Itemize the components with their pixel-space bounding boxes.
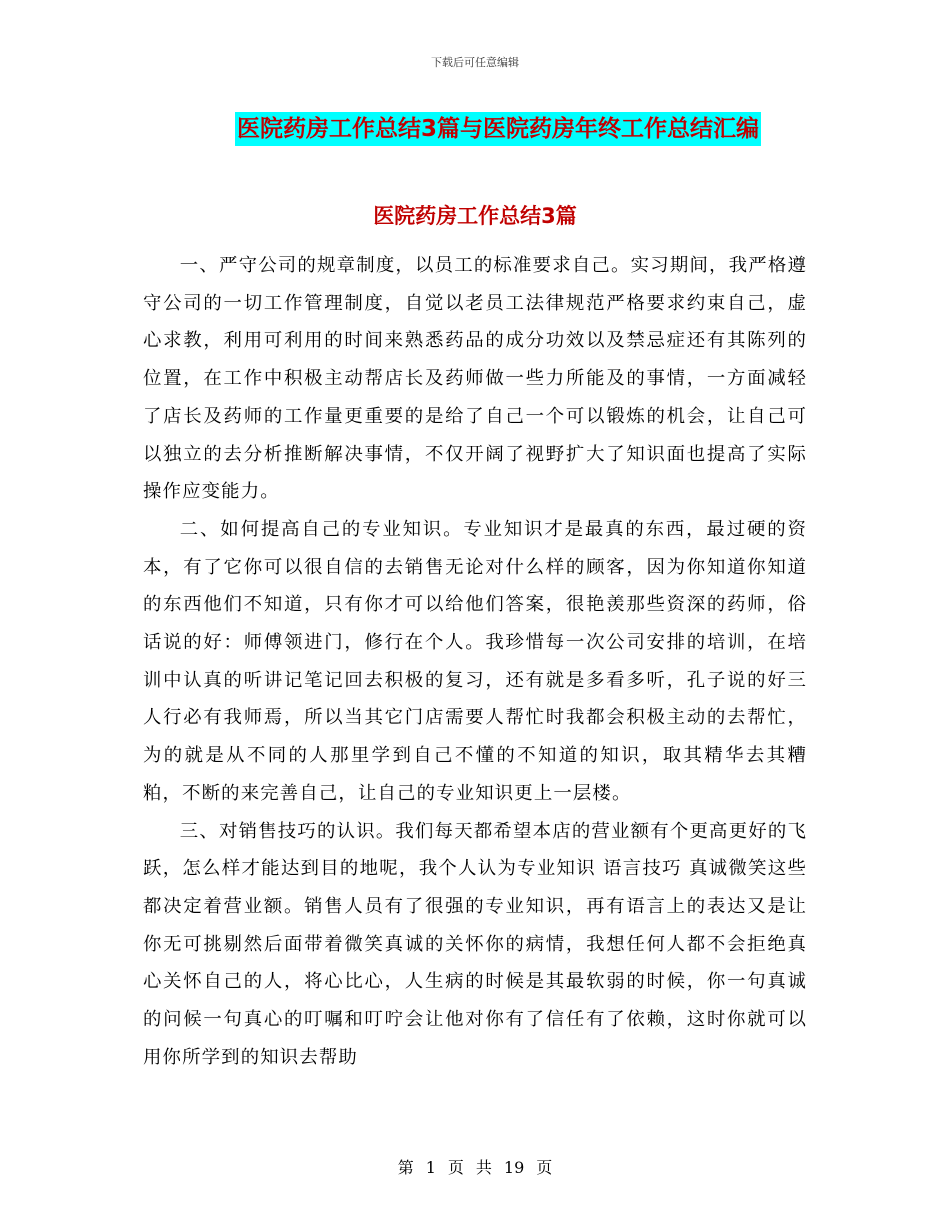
paragraph-1: 一、严守公司的规章制度，以员工的标准要求自己。实习期间，我严格遵守公司的一切工作管理制度，自觉以老员工法律规范严格要求约束自己，虚心求教，利用可利用的时间来熟悉药品的成分功效以及禁忌症还有其陈列的位置，在工作中积极主动帮店长及药师做一些力所能及的事情，一方面减轻了店长及药师的工作量更重要的是给了自己一个可以锻炼的机会，让自己可以独立的去分析推断解决事情，不仅开阔了视野扩大了知识面也提高了实际操作应变能力。 bbox=[143, 255, 807, 503]
main-title-wrap bbox=[0, 112, 950, 146]
footer-total-label: 共 bbox=[475, 1158, 492, 1177]
main-title: 医院药房工作总结3篇与医院药房年终工作总结汇编 bbox=[235, 112, 761, 146]
footer-page-label: 页 bbox=[447, 1158, 464, 1177]
paragraph-2: 二、如何提高自己的专业知识。专业知识才是最真的东西，最过硬的资本，有了它你可以很自信的去销售无论对什么样的顾客，因为你知道你知道的东西他们不知道，只有你才可以给他们答案，很艳羡那些资深的药师，俗话说的好：师傅领进门，修行在个人。我珍惜每一次公司安排的培训，在培训中认真的听讲记笔记回去积极的复习，还有就是多看多听，孔子说的好三人行必有我师焉，所以当其它门店需要人帮忙时我都会积极主动的去帮忙，为的就是从不同的人那里学到自己不懂的不知道的知识，取其精华去其糟粕，不断的来完善自己，让自己的专业知识更上一层楼。 bbox=[143, 518, 807, 804]
footer-prefix: 第 bbox=[397, 1158, 414, 1177]
body-text bbox=[143, 247, 807, 1076]
footer-suffix: 页 bbox=[536, 1158, 553, 1177]
footer-total-pages: 19 bbox=[503, 1158, 525, 1177]
header-note: 下载后可任意编辑 bbox=[431, 56, 519, 69]
paragraph-3: 三、对销售技巧的认识。我们每天都希望本店的营业额有个更高更好的飞跃，怎么样才能达到目的地呢，我个人认为专业知识 语言技巧 真诚微笑这些都决定着营业额。销售人员有了很强的专业知识，再有语言上的表达又是让你无可挑剔然后面带着微笑真诚的关怀你的病情，我想任何人都不会拒绝真心关怀自己的人，将心比心，人生病的时候是其最软弱的时候，你一句真诚的问候一句真心的叮嘱和叮咛会让他对你有了信任有了依赖，这时你就可以用你所学到的知识去帮助 bbox=[143, 820, 807, 1068]
page-footer bbox=[0, 1155, 950, 1178]
section-title: 医院药房工作总结3篇 bbox=[373, 204, 577, 228]
footer-page-number: 1 bbox=[425, 1158, 436, 1177]
